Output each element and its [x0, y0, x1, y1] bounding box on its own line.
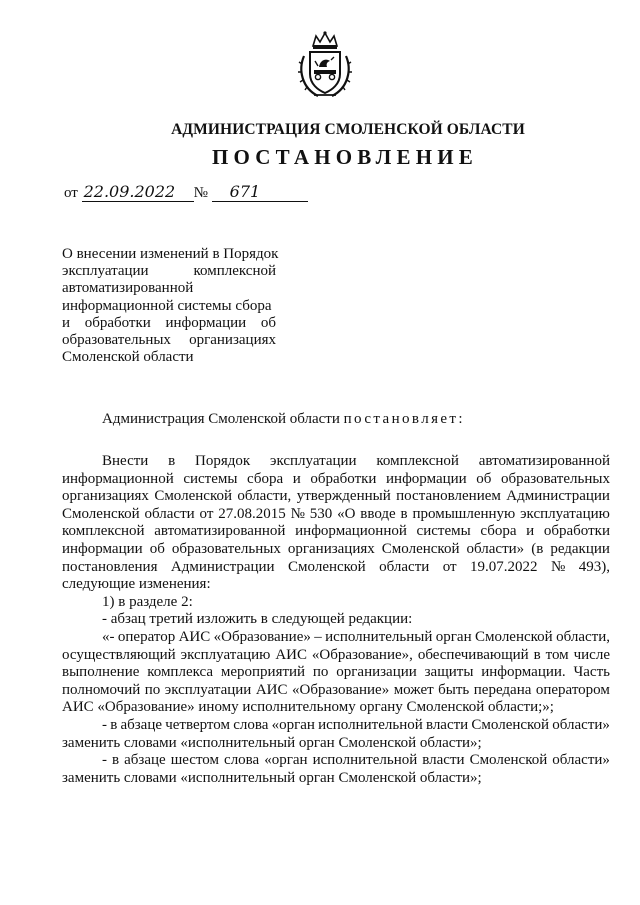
- body-word: эксплуатацию: [180, 646, 271, 663]
- body-word: от: [442, 558, 457, 575]
- body-word: АИС: [275, 646, 307, 663]
- body-word: исполнительной: [318, 716, 423, 733]
- body-word: эксплуатацию: [520, 505, 610, 522]
- resolution-text: [62, 453, 610, 787]
- body-word: исполнительной: [312, 752, 418, 769]
- subject-line: О внесении изменений в Порядок: [62, 246, 279, 262]
- body-line: [62, 523, 610, 541]
- subject-word: и: [62, 314, 71, 331]
- body-line: заменить словами «исполнительный орган Смоленской области»;: [62, 734, 482, 751]
- body-word: «-: [102, 628, 115, 645]
- body-word: передана: [473, 681, 532, 698]
- organization-name: АДМИНИСТРАЦИЯ СМОЛЕНСКОЙ ОБЛАСТИ: [171, 121, 525, 138]
- body-word: области: [379, 558, 430, 575]
- body-word: «Образование»: [291, 681, 390, 698]
- document-type-title: ПОСТАНОВЛЕНИЕ: [211, 145, 479, 169]
- body-word: «Образование»,: [311, 646, 413, 663]
- resolution-intro: [102, 411, 465, 429]
- body-word: от: [199, 505, 214, 522]
- body-line: [62, 629, 610, 647]
- body-word: и: [526, 523, 535, 540]
- body-word: «О: [337, 505, 356, 522]
- body-word: числе: [573, 646, 610, 663]
- body-word: в: [168, 453, 176, 469]
- body-word: исполнительный: [325, 628, 433, 645]
- body-word: информационной: [62, 470, 174, 487]
- body-word: организации: [336, 664, 417, 681]
- body-word: абзаце: [120, 716, 163, 733]
- body-word: об: [149, 540, 165, 557]
- body-word: системы: [416, 523, 471, 540]
- subject-line: [62, 263, 276, 280]
- number-sign: №: [193, 185, 208, 201]
- body-word: эксплуатации: [270, 453, 357, 469]
- body-word: Часть: [573, 664, 610, 681]
- body-word: Внести: [102, 453, 149, 469]
- body-line: 1) в разделе 2:: [102, 593, 193, 610]
- body-word: абзаце: [124, 752, 166, 769]
- body-word: области»: [552, 752, 610, 769]
- body-line: следующие изменения:: [62, 576, 211, 593]
- body-line: [62, 752, 610, 770]
- body-line: [62, 559, 610, 577]
- body-word: организациях: [62, 488, 149, 505]
- body-word: Смоленской: [381, 540, 460, 557]
- handwritten-number: 671: [212, 182, 308, 202]
- body-line: [62, 647, 610, 665]
- body-line: [62, 488, 610, 506]
- body-word: эксплуатации: [164, 681, 252, 698]
- subject-word: об: [260, 314, 276, 331]
- body-word: №: [290, 505, 305, 522]
- body-word: постановлением: [396, 488, 501, 505]
- body-word: области: [144, 505, 195, 522]
- body-word: Смоленской: [154, 488, 232, 505]
- body-word: по: [144, 681, 161, 698]
- body-word: промышленную: [412, 505, 516, 522]
- body-word: (в: [531, 540, 544, 557]
- date-prefix: от: [64, 185, 78, 201]
- body-word: в: [533, 646, 541, 663]
- body-word: том: [545, 646, 569, 663]
- body-word: -: [102, 716, 107, 733]
- body-word: обработки: [310, 470, 377, 487]
- body-word: выполнение: [62, 664, 140, 681]
- body-word: орган: [435, 628, 472, 645]
- body-word: утвержденный: [296, 488, 391, 505]
- body-word: –: [314, 628, 322, 645]
- body-word: области,: [556, 628, 610, 645]
- body-word: сбора: [247, 470, 284, 487]
- subject-word: организациях: [189, 332, 276, 349]
- subject-word: информации: [165, 314, 247, 331]
- body-word: осуществляющий: [62, 646, 176, 663]
- body-word: АИС: [178, 628, 211, 645]
- body-line: [62, 453, 610, 471]
- body-line: - абзац третий изложить в следующей редакции:: [102, 611, 413, 628]
- body-word: информации.: [481, 664, 566, 681]
- body-word: автоматизированной: [478, 453, 610, 469]
- body-word: комплексной: [376, 453, 459, 469]
- body-word: власти: [425, 716, 469, 733]
- body-word: оператор: [117, 628, 176, 645]
- body-word: комплексной: [62, 523, 145, 540]
- body-word: организациях: [287, 540, 375, 557]
- body-word: Смоленской: [471, 716, 550, 733]
- body-word: мероприятий: [220, 664, 306, 681]
- body-word: оператором: [535, 681, 610, 698]
- body-word: «орган: [264, 752, 308, 769]
- subject-line: автоматизированной: [62, 280, 194, 297]
- body-word: Порядок: [195, 453, 251, 469]
- body-word: об: [476, 470, 492, 487]
- date-number-line: [64, 182, 308, 202]
- body-line: [62, 471, 610, 489]
- subject-line: информационной системы сбора: [62, 297, 272, 314]
- body-word: Администрации: [170, 558, 275, 575]
- subject-word: эксплуатации: [62, 263, 149, 280]
- body-word: вводе: [360, 505, 396, 522]
- body-word: -: [102, 752, 107, 769]
- body-word: 27.08.2015: [218, 505, 286, 522]
- body-word: 493),: [578, 558, 610, 575]
- body-word: «орган: [271, 716, 315, 733]
- body-word: слова: [233, 716, 269, 733]
- body-word: Смоленской: [62, 505, 140, 522]
- subject-block: [62, 246, 279, 366]
- body-word: в: [400, 505, 408, 522]
- body-word: «Образование»: [213, 628, 311, 645]
- body-word: обеспечивающий: [417, 646, 529, 663]
- body-word: №: [550, 558, 566, 575]
- subject-line: Смоленской области: [62, 349, 194, 366]
- body-word: информационной: [295, 523, 407, 540]
- coat-of-arms-icon: [296, 30, 354, 100]
- body-word: 19.07.2022: [470, 558, 538, 575]
- body-word: слова: [224, 752, 260, 769]
- body-word: Смоленской: [288, 558, 366, 575]
- subject-word: образовательных: [62, 332, 171, 349]
- body-word: редакции: [550, 540, 610, 557]
- body-word: полномочий: [62, 681, 141, 698]
- body-line: [62, 506, 610, 524]
- handwritten-date: 22.09.2022: [82, 182, 194, 202]
- body-word: шестом: [170, 752, 220, 769]
- body-line: [62, 717, 610, 735]
- body-word: в: [110, 716, 118, 733]
- intro-resolves: постановляет:: [343, 411, 465, 427]
- body-word: информации: [386, 470, 467, 487]
- body-word: сбора: [480, 523, 517, 540]
- body-word: области,: [237, 488, 292, 505]
- body-word: защиты: [424, 664, 474, 681]
- body-word: информации: [62, 540, 143, 557]
- subject-line: [62, 315, 276, 332]
- intro-text: Администрация Смоленской области: [102, 411, 340, 427]
- body-word: образовательных: [171, 540, 281, 557]
- body-word: обработки: [543, 523, 610, 540]
- body-word: по: [312, 664, 329, 681]
- body-word: области»: [466, 540, 525, 557]
- body-line: заменить словами «исполнительный орган Смоленской области»;: [62, 769, 482, 786]
- body-line: [62, 541, 610, 559]
- body-word: и: [292, 470, 301, 487]
- body-word: Смоленской: [469, 752, 548, 769]
- body-word: быть: [438, 681, 470, 698]
- body-word: комплекса: [147, 664, 214, 681]
- body-line: АИС «Образование» иному исполнительному органу Смоленской области;»;: [62, 699, 554, 716]
- body-word: области»: [552, 716, 610, 733]
- body-word: постановления: [62, 558, 158, 575]
- body-word: образовательных: [501, 470, 610, 487]
- body-word: Смоленской: [475, 628, 553, 645]
- body-word: в: [112, 752, 120, 769]
- body-word: может: [393, 681, 434, 698]
- body-line: [62, 682, 610, 700]
- body-word: четвертом: [165, 716, 230, 733]
- subject-word: обработки: [84, 314, 151, 331]
- body-word: Администрации: [506, 488, 610, 505]
- subject-word: комплексной: [193, 263, 276, 280]
- body-word: автоматизированной: [154, 523, 286, 540]
- body-word: власти: [422, 752, 465, 769]
- body-word: АИС: [255, 681, 288, 698]
- body-line: [62, 664, 610, 682]
- body-word: системы: [183, 470, 238, 487]
- body-word: 530: [309, 505, 333, 522]
- subject-line: [62, 332, 276, 349]
